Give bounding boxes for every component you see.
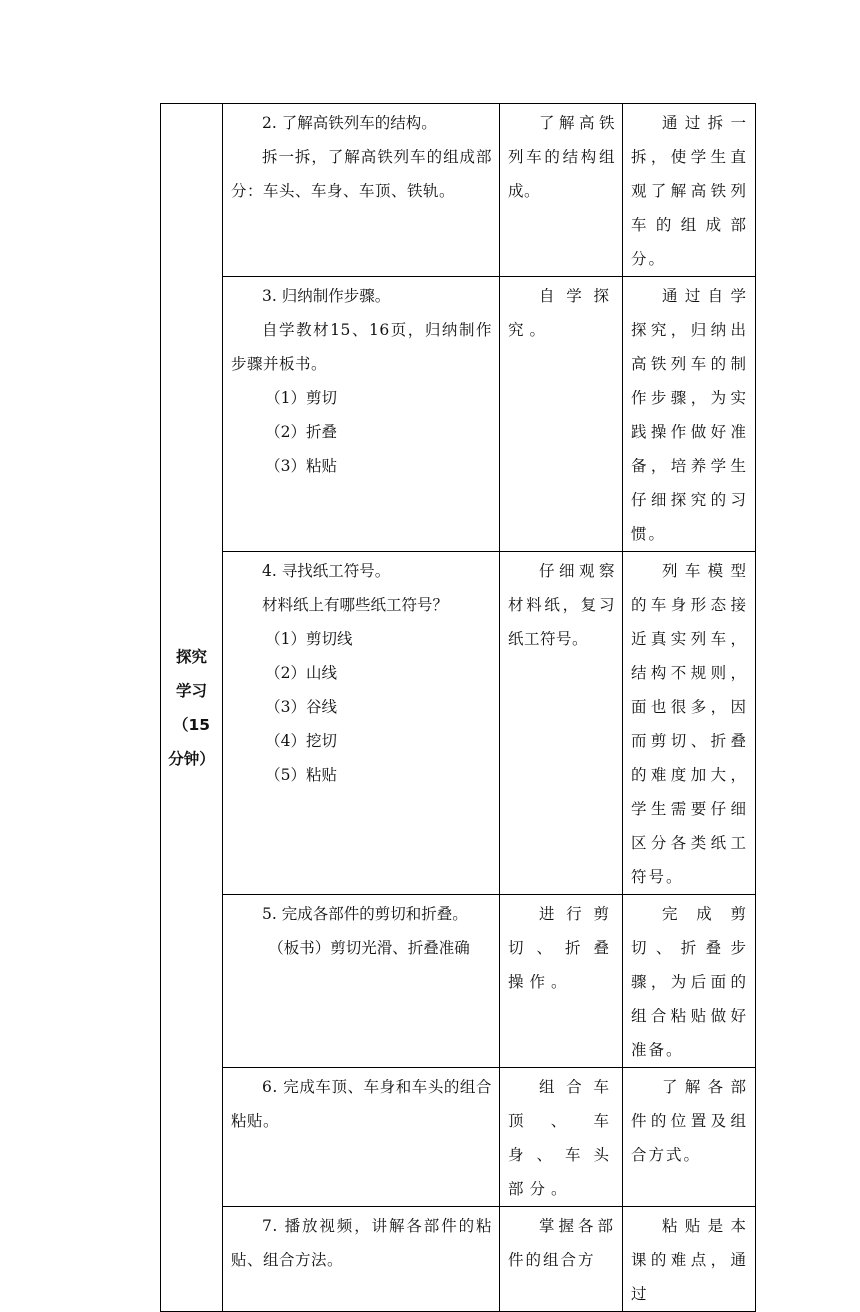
table-row bbox=[161, 552, 756, 895]
step-text: 自学教材15、16页，归纳制作步骤并板书。 bbox=[231, 321, 492, 373]
step-item: （2）山线 bbox=[265, 664, 337, 682]
lesson-plan-table bbox=[160, 103, 756, 1312]
teaching-content-cell bbox=[223, 895, 500, 1068]
step-heading: 2. 了解高铁列车的结构。 bbox=[262, 114, 437, 132]
table-row bbox=[161, 277, 756, 552]
student-activity-cell bbox=[500, 104, 623, 277]
design-intent-cell bbox=[623, 1207, 756, 1312]
design-intent-text: 粘贴是本课的难点，通过 bbox=[631, 1217, 748, 1303]
section-label bbox=[161, 104, 223, 1312]
step-heading: 5. 完成各部件的剪切和折叠。 bbox=[262, 905, 468, 923]
design-intent-text: 通过拆一拆，使学生直观了解高铁列车的组成部分。 bbox=[631, 114, 748, 268]
design-intent-cell bbox=[623, 895, 756, 1068]
table-row bbox=[161, 1207, 756, 1312]
step-item: （2）折叠 bbox=[265, 423, 337, 441]
student-activity-text: 掌握各部件的组合方 bbox=[508, 1217, 615, 1269]
step-heading: 4. 寻找纸工符号。 bbox=[262, 562, 391, 580]
step-item: （4）挖切 bbox=[265, 732, 337, 750]
step-item: （1）剪切线 bbox=[265, 630, 353, 648]
step-text: 拆一拆，了解高铁列车的组成部分：车头、车身、车顶、铁轨。 bbox=[231, 148, 492, 200]
student-activity-text: 自学探究。 bbox=[508, 287, 615, 339]
student-activity-cell bbox=[500, 895, 623, 1068]
step-text: （板书）剪切光滑、折叠准确 bbox=[268, 939, 470, 957]
teaching-content-cell bbox=[223, 104, 500, 277]
teaching-content-cell bbox=[223, 552, 500, 895]
section-label-line: （15 bbox=[172, 715, 211, 734]
student-activity-text: 进行剪切、折叠操作。 bbox=[508, 905, 615, 991]
step-item: （5）粘贴 bbox=[265, 766, 337, 784]
section-label-line: 分钟） bbox=[168, 749, 215, 768]
student-activity-cell bbox=[500, 1068, 623, 1207]
design-intent-cell bbox=[623, 104, 756, 277]
step-heading: 7. 播放视频，讲解各部件的粘贴、组合方法。 bbox=[231, 1217, 492, 1269]
step-heading: 6. 完成车顶、车身和车头的组合粘贴。 bbox=[231, 1078, 492, 1130]
design-intent-text: 列车模型的车身形态接近真实列车，结构不规则，面也很多，因而剪切、折叠的难度加大，学生需要仔细区分各类纸工符号。 bbox=[631, 562, 748, 886]
design-intent-cell bbox=[623, 1068, 756, 1207]
section-label-line: 探究 bbox=[175, 647, 207, 666]
step-item: （1）剪切 bbox=[265, 389, 337, 407]
table-row bbox=[161, 1068, 756, 1207]
student-activity-cell bbox=[500, 1207, 623, 1312]
student-activity-text: 仔细观察材料纸，复习纸工符号。 bbox=[508, 562, 615, 648]
student-activity-text: 了解高铁列车的结构组成。 bbox=[508, 114, 615, 200]
section-label-line: 学习 bbox=[175, 681, 207, 700]
teaching-content-cell bbox=[223, 277, 500, 552]
design-intent-cell bbox=[623, 552, 756, 895]
step-text: 材料纸上有哪些纸工符号？ bbox=[262, 596, 449, 614]
design-intent-text: 完成剪切、折叠步骤，为后面的组合粘贴做好准备。 bbox=[631, 905, 748, 1059]
design-intent-text: 了解各部件的位置及组合方式。 bbox=[631, 1078, 748, 1164]
student-activity-cell bbox=[500, 552, 623, 895]
teaching-content-cell bbox=[223, 1068, 500, 1207]
teaching-content-cell bbox=[223, 1207, 500, 1312]
student-activity-text: 组合车顶、车身、车头部分。 bbox=[508, 1078, 615, 1198]
table-row bbox=[161, 895, 756, 1068]
student-activity-cell bbox=[500, 277, 623, 552]
step-item: （3）粘贴 bbox=[265, 457, 337, 475]
table-row bbox=[161, 104, 756, 277]
step-item: （3）谷线 bbox=[265, 698, 337, 716]
design-intent-cell bbox=[623, 277, 756, 552]
design-intent-text: 通过自学探究，归纳出高铁列车的制作步骤，为实践操作做好准备，培养学生仔细探究的习惯。 bbox=[631, 287, 748, 543]
step-heading: 3. 归纳制作步骤。 bbox=[262, 287, 391, 305]
